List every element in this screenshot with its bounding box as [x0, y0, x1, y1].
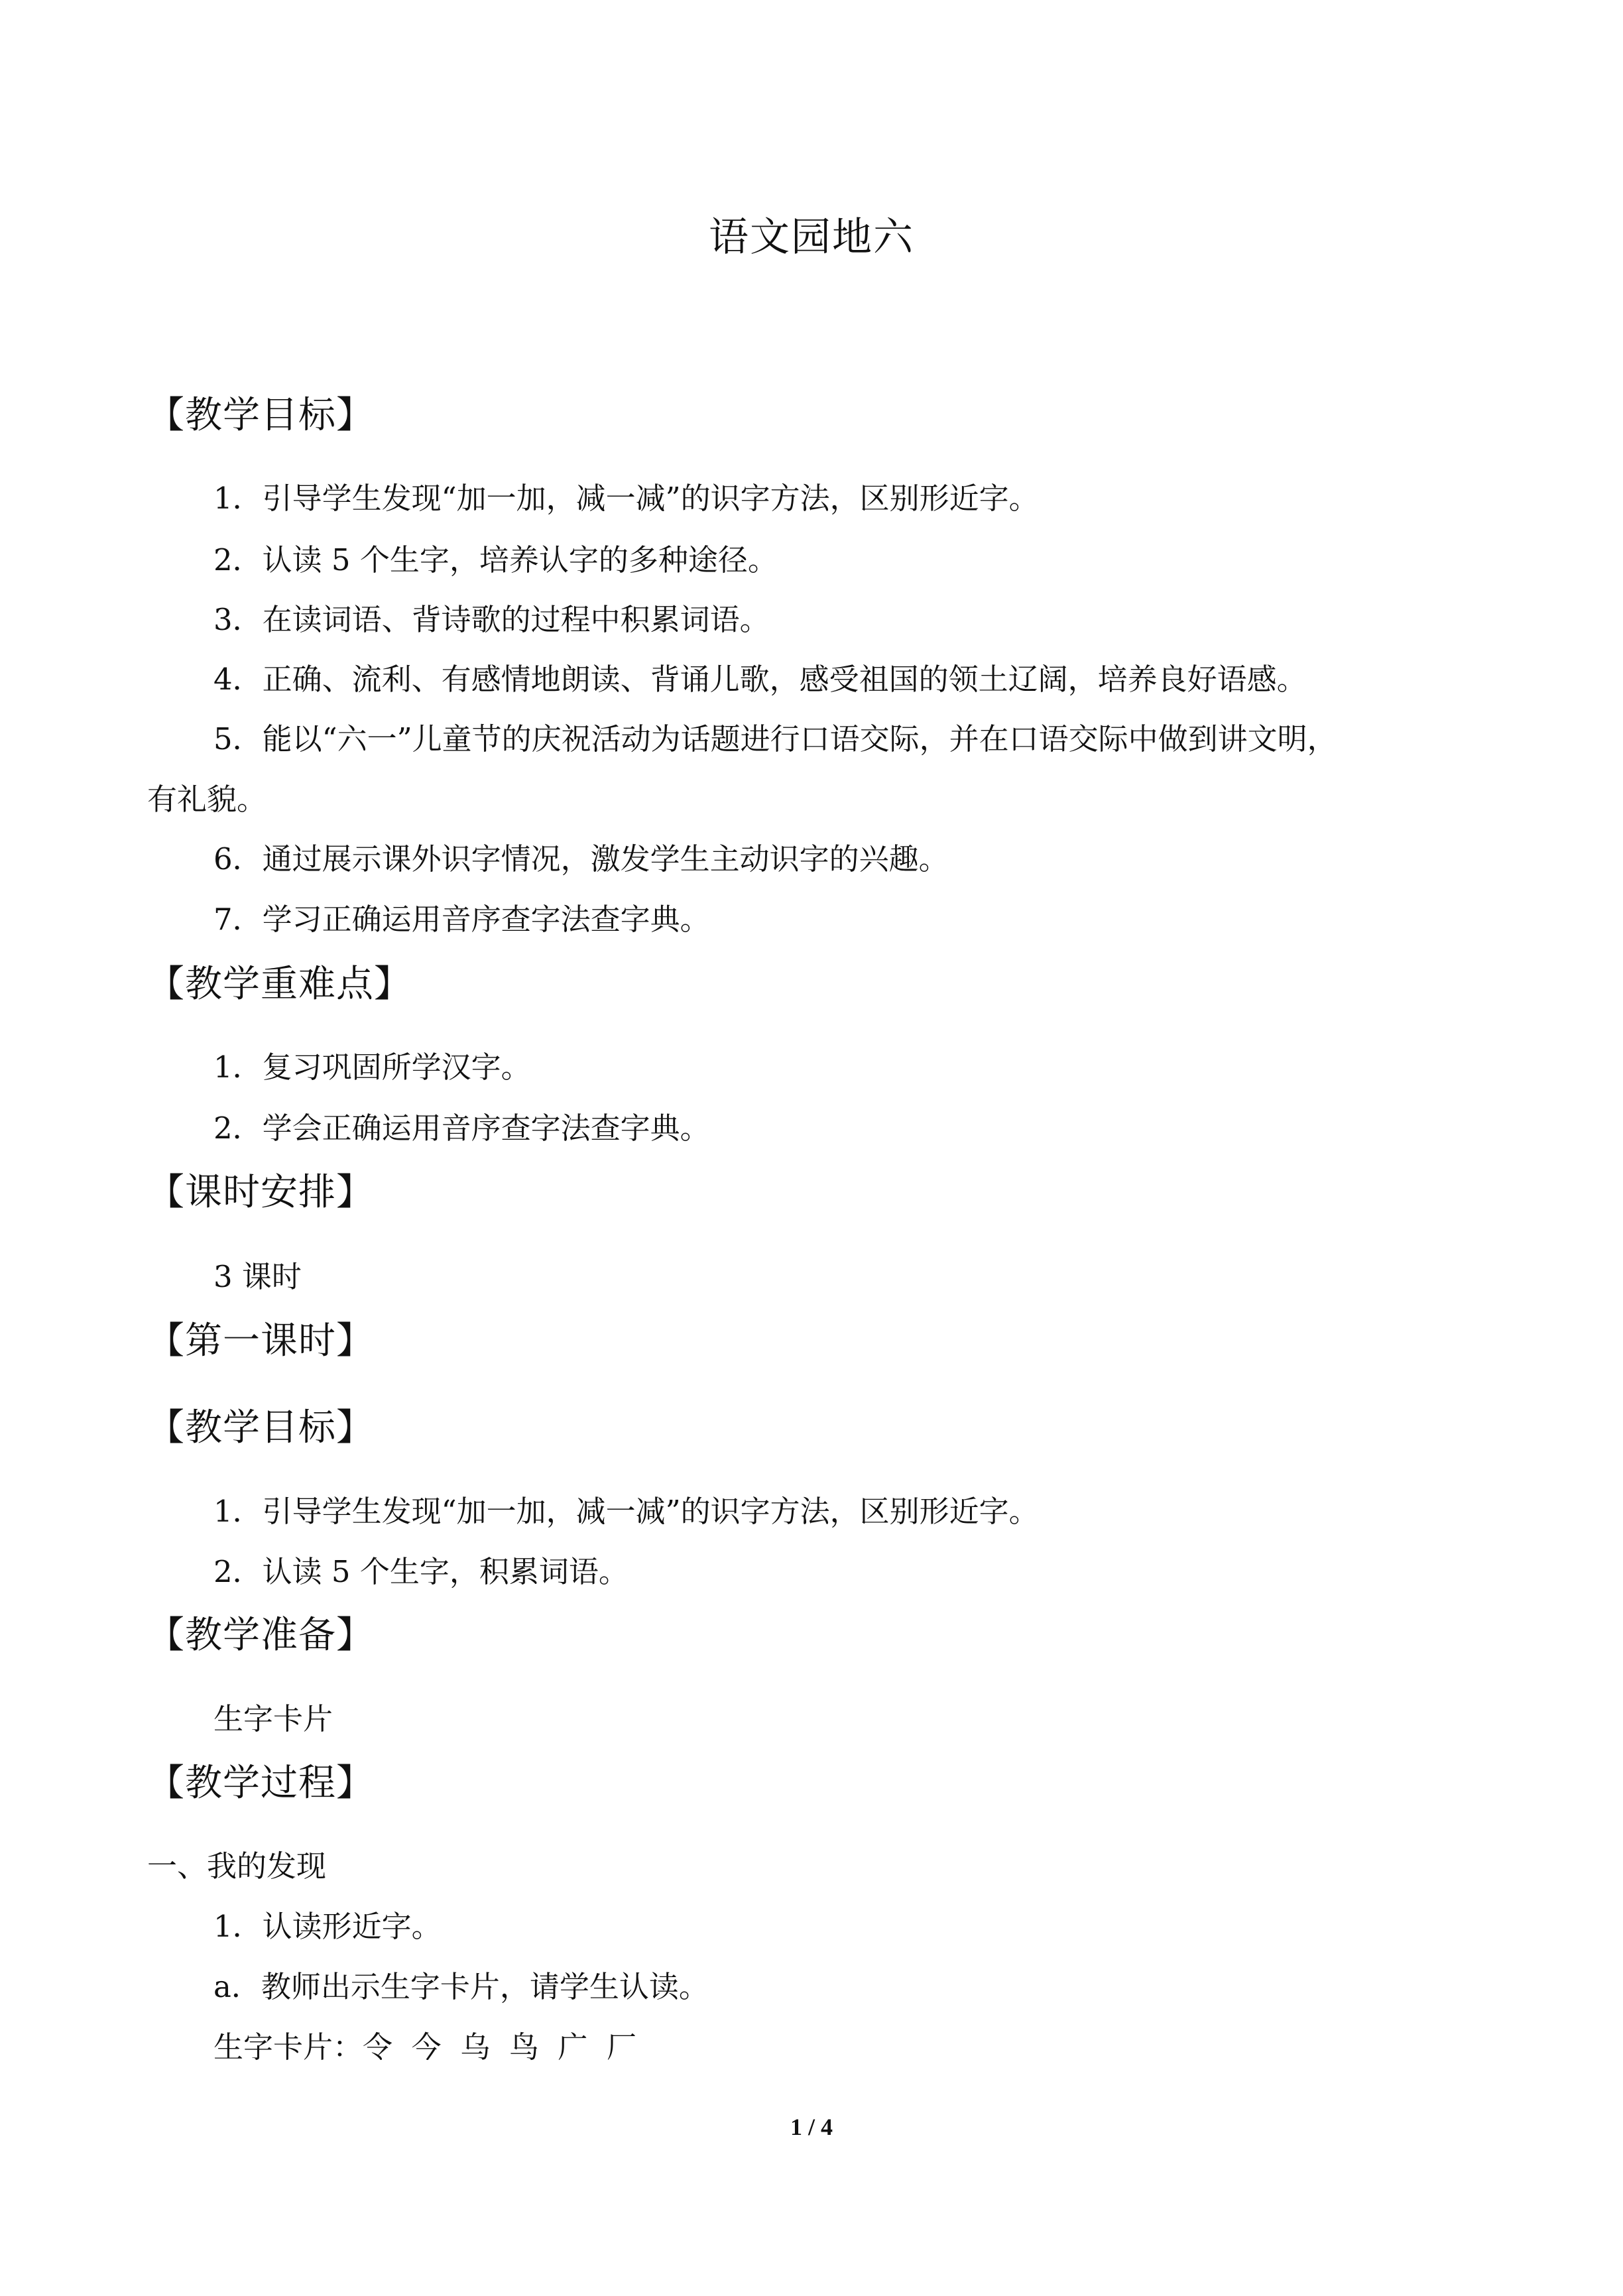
section-heading-lesson-goals: 【教学目标】 [147, 1406, 374, 1449]
section-heading-process: 【教学过程】 [147, 1762, 374, 1805]
schedule-text: 3 课时 [213, 1259, 302, 1294]
goal-item-5: 5．能以“六一”儿童节的庆祝活动为话题进行口语交际，并在口语交际中做到讲文明， [213, 721, 1337, 756]
section-heading-first-lesson: 【第一课时】 [147, 1319, 374, 1362]
process-item-a: a．教师出示生字卡片，请学生认读。 [213, 1969, 709, 2004]
character-cards-line: 生字卡片：令 今 乌 鸟 广 厂 [213, 2029, 637, 2065]
page-number: 1 / 4 [790, 2114, 833, 2140]
document-title: 语文园地六 [709, 214, 914, 261]
preparation-text: 生字卡片 [213, 1701, 333, 1736]
goal-item-3: 3．在读词语、背诗歌的过程中积累词语。 [213, 602, 770, 637]
section-heading-preparation: 【教学准备】 [147, 1614, 374, 1657]
goal-item-2: 2．认读 5 个生字，培养认字的多种途径。 [213, 542, 778, 577]
process-step-heading: 一、我的发现 [147, 1848, 327, 1884]
process-item-1: 1．认读形近字。 [213, 1909, 442, 1944]
lesson-goal-item-2: 2．认读 5 个生字，积累词语。 [213, 1554, 629, 1589]
goal-item-6: 6．通过展示课外识字情况，激发学生主动识字的兴趣。 [213, 841, 949, 876]
section-heading-key-difficulties: 【教学重难点】 [147, 963, 412, 1006]
difficulty-item-2: 2．学会正确运用音序查字法查字典。 [213, 1111, 710, 1146]
difficulty-item-1: 1．复习巩固所学汉字。 [213, 1050, 531, 1085]
goal-item-1: 1．引导学生发现“加一加，减一减”的识字方法，区别形近字。 [213, 481, 1039, 516]
section-heading-teaching-goals: 【教学目标】 [147, 394, 374, 437]
goal-item-4: 4．正确、流利、有感情地朗读、背诵儿歌，感受祖国的领土辽阔，培养良好语感。 [213, 662, 1307, 697]
lesson-goal-item-1: 1．引导学生发现“加一加，减一减”的识字方法，区别形近字。 [213, 1494, 1039, 1529]
goal-item-7: 7．学习正确运用音序查字法查字典。 [213, 902, 710, 937]
goal-item-5-continued: 有礼貌。 [147, 782, 267, 817]
section-heading-schedule: 【课时安排】 [147, 1171, 374, 1214]
